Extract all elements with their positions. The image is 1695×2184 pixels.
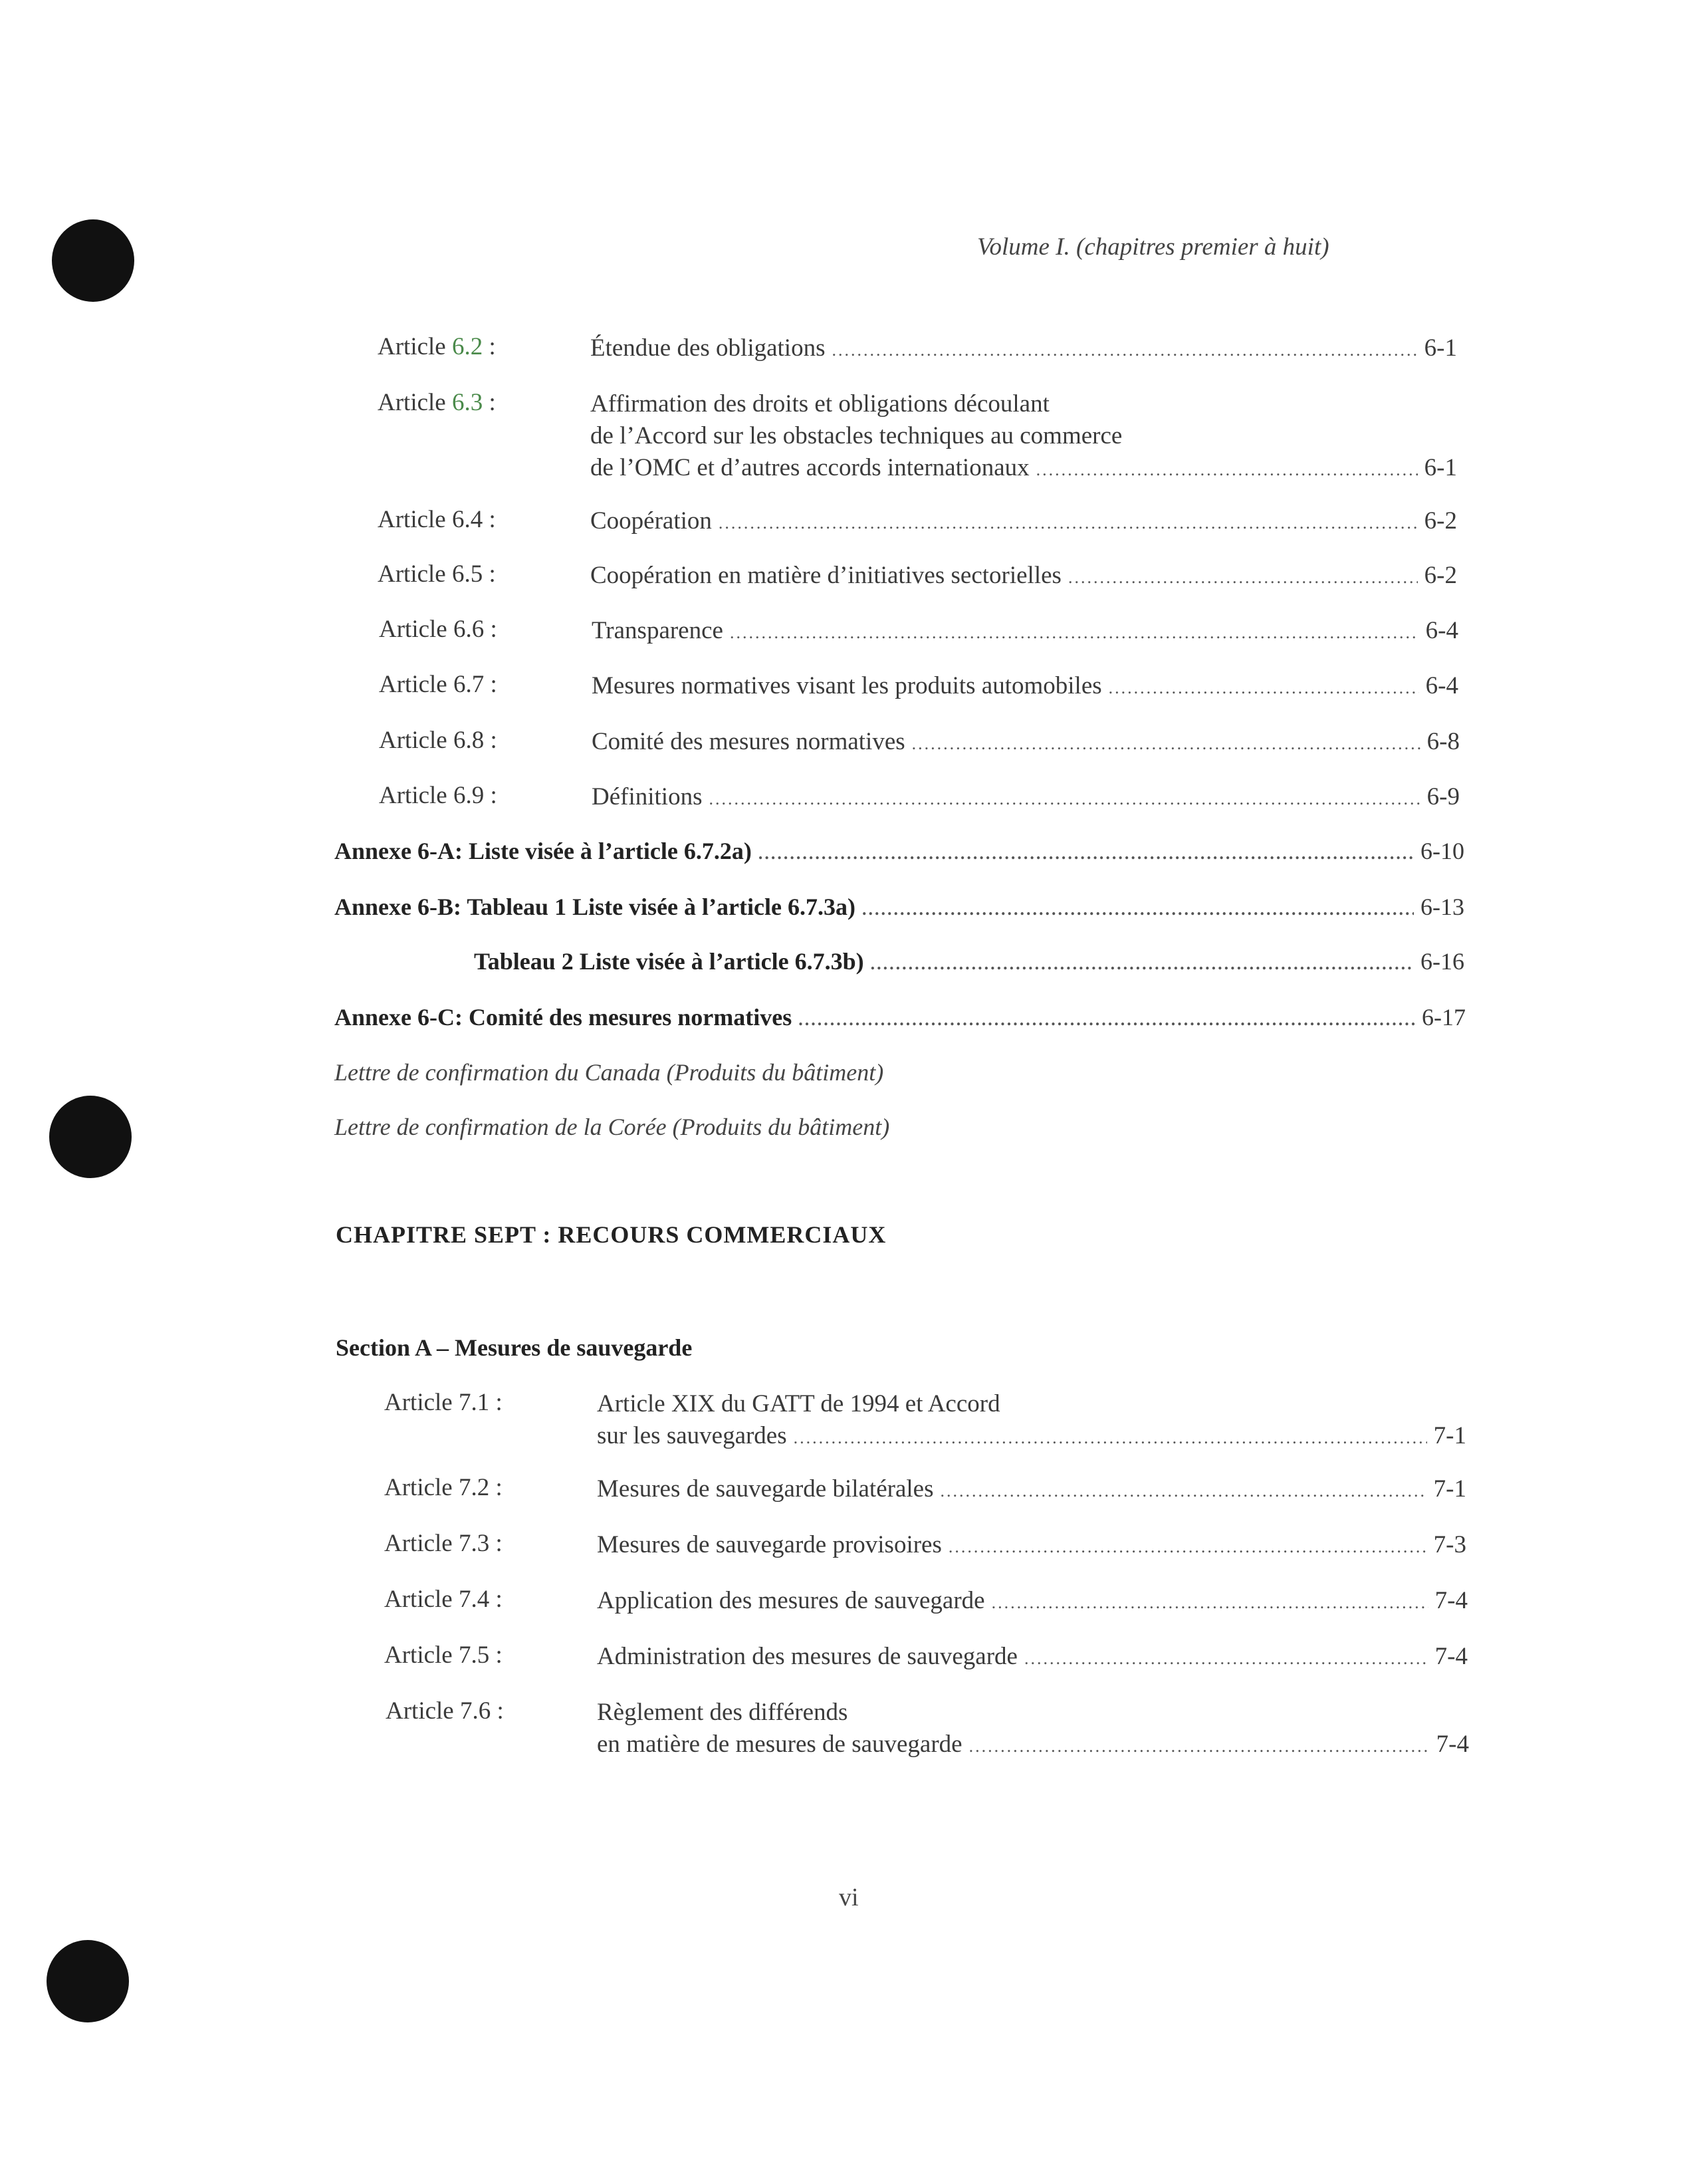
article-label: Article 6.7 : bbox=[379, 671, 497, 698]
entry-title-line: Affirmation des droits et obligations découlant bbox=[590, 390, 1050, 418]
toc-entry-annex[interactable] bbox=[334, 835, 1464, 870]
page-ref: 6-2 bbox=[1424, 562, 1457, 589]
toc-entry-annex[interactable] bbox=[474, 945, 1464, 980]
dot-leader bbox=[832, 334, 1418, 366]
toc-entry[interactable] bbox=[384, 1641, 1468, 1674]
dot-leader bbox=[969, 1731, 1430, 1762]
entry-title: Étendue des obligations bbox=[590, 334, 826, 362]
entry-title: Comité des mesures normatives bbox=[592, 728, 905, 755]
dot-leader bbox=[1036, 454, 1418, 486]
annex-title: Annexe 6-C: Comité des mesures normatives bbox=[334, 1004, 792, 1031]
entry-title-line: Règlement des différends bbox=[597, 1699, 848, 1726]
article-label: Article 6.9 : bbox=[379, 782, 497, 809]
page-ref: 7-4 bbox=[1436, 1731, 1469, 1758]
article-label: Article 6.4 : bbox=[378, 506, 496, 533]
entry-title: Définitions bbox=[592, 783, 703, 810]
page-ref: 6-13 bbox=[1420, 894, 1464, 920]
article-label: Article 7.4 : bbox=[384, 1586, 503, 1613]
page-number: vi bbox=[839, 1883, 859, 1911]
dot-leader bbox=[1024, 1643, 1428, 1675]
entry-title-line: Article XIX du GATT de 1994 et Accord bbox=[597, 1390, 1000, 1417]
toc-entry[interactable] bbox=[378, 560, 1457, 593]
punch-hole bbox=[49, 1096, 132, 1178]
article-label: Article 6.8 : bbox=[379, 727, 497, 754]
dot-leader bbox=[758, 838, 1414, 870]
toc-entry-annex[interactable] bbox=[334, 1001, 1466, 1036]
page-ref: 6-1 bbox=[1424, 454, 1457, 481]
article-label: Article 6.5 : bbox=[378, 560, 496, 588]
page-ref: 6-2 bbox=[1424, 507, 1457, 535]
annex-title: Annexe 6-B: Tableau 1 Liste visée à l’article 6.7.3a) bbox=[334, 894, 855, 920]
dot-leader bbox=[992, 1587, 1428, 1619]
toc-entry-annex[interactable] bbox=[334, 891, 1464, 925]
toc-entry[interactable] bbox=[384, 1529, 1466, 1562]
entry-title: Mesures de sauvegarde bilatérales bbox=[597, 1475, 934, 1503]
toc-entry[interactable] bbox=[378, 332, 1457, 366]
article-label: Article 7.2 : bbox=[384, 1474, 503, 1501]
page-ref: 6-8 bbox=[1426, 728, 1460, 755]
article-label: Article 7.5 : bbox=[384, 1641, 503, 1669]
page-ref: 6-16 bbox=[1420, 948, 1464, 975]
annex-title: Annexe 6-A: Liste visée à l’article 6.7.2a) bbox=[334, 838, 752, 864]
toc-entry[interactable] bbox=[384, 1473, 1466, 1507]
toc-entry[interactable] bbox=[384, 1585, 1468, 1618]
entry-title: Administration des mesures de sauvegarde bbox=[597, 1643, 1018, 1670]
dot-leader bbox=[871, 948, 1414, 980]
punch-hole bbox=[47, 1940, 129, 2022]
dot-leader bbox=[794, 1422, 1427, 1454]
page-ref: 6-1 bbox=[1424, 334, 1457, 362]
toc-entry-letter[interactable]: Lettre de confirmation de la Corée (Produits du bâtiment) bbox=[334, 1114, 890, 1140]
entry-title: Transparence bbox=[592, 617, 723, 644]
page-ref: 7-1 bbox=[1433, 1422, 1466, 1449]
entry-title: Mesures de sauvegarde provisoires bbox=[597, 1531, 942, 1558]
article-label: Article 6.6 : bbox=[379, 616, 497, 643]
running-header: Volume I. (chapitres premier à huit) bbox=[977, 233, 1329, 261]
page-ref: 7-4 bbox=[1434, 1587, 1468, 1614]
article-label: Article 7.6 : bbox=[386, 1697, 504, 1725]
toc-entry[interactable] bbox=[379, 670, 1458, 703]
page-ref: 6-4 bbox=[1425, 617, 1458, 644]
page-ref: 7-3 bbox=[1433, 1531, 1466, 1558]
page-ref: 6-4 bbox=[1425, 672, 1458, 699]
article-label: Article 7.3 : bbox=[384, 1530, 503, 1557]
toc-entry[interactable] bbox=[384, 1388, 1466, 1449]
article-label: Article 6.2 : bbox=[378, 333, 496, 360]
dot-leader bbox=[1068, 562, 1418, 594]
section-heading[interactable]: Section A – Mesures de sauvegarde bbox=[336, 1334, 693, 1361]
entry-title: Coopération en matière d’initiatives sectorielles bbox=[590, 562, 1062, 589]
dot-leader bbox=[912, 728, 1420, 760]
toc-entry[interactable] bbox=[379, 726, 1460, 759]
toc-entry[interactable] bbox=[378, 388, 1457, 481]
annex-title: Tableau 2 Liste visée à l’article 6.7.3b) bbox=[474, 948, 864, 975]
toc-entry[interactable] bbox=[386, 1697, 1469, 1758]
dot-leader bbox=[940, 1475, 1426, 1507]
dot-leader bbox=[1109, 672, 1419, 704]
dot-leader bbox=[719, 507, 1418, 539]
entry-title: Coopération bbox=[590, 507, 712, 535]
entry-title: Application des mesures de sauvegarde bbox=[597, 1587, 985, 1614]
toc-entry-letter[interactable]: Lettre de confirmation du Canada (Produits du bâtiment) bbox=[334, 1059, 884, 1086]
entry-title: de l’OMC et d’autres accords internationaux bbox=[590, 454, 1030, 481]
toc-entry[interactable] bbox=[378, 505, 1457, 539]
punch-hole bbox=[52, 219, 134, 302]
chapter-heading[interactable]: CHAPITRE SEPT : RECOURS COMMERCIAUX bbox=[336, 1221, 887, 1248]
toc-entry[interactable] bbox=[379, 615, 1458, 648]
dot-leader bbox=[798, 1004, 1415, 1036]
entry-title: Mesures normatives visant les produits automobiles bbox=[592, 672, 1102, 699]
article-label: Article 7.1 : bbox=[384, 1389, 503, 1416]
entry-title-line: de l’Accord sur les obstacles techniques au commerce bbox=[590, 422, 1123, 449]
entry-title: en matière de mesures de sauvegarde bbox=[597, 1731, 962, 1758]
page-ref: 6-10 bbox=[1420, 838, 1464, 864]
dot-leader bbox=[949, 1531, 1427, 1563]
page-ref: 6-17 bbox=[1422, 1004, 1466, 1031]
article-label: Article 6.3 : bbox=[378, 389, 496, 416]
page-ref: 6-9 bbox=[1426, 783, 1460, 810]
entry-title: sur les sauvegardes bbox=[597, 1422, 787, 1449]
dot-leader bbox=[730, 617, 1419, 649]
dot-leader bbox=[862, 894, 1414, 925]
page-ref: 7-4 bbox=[1434, 1643, 1468, 1670]
dot-leader bbox=[709, 783, 1420, 815]
toc-entry[interactable] bbox=[379, 781, 1460, 814]
page-ref: 7-1 bbox=[1433, 1475, 1466, 1503]
